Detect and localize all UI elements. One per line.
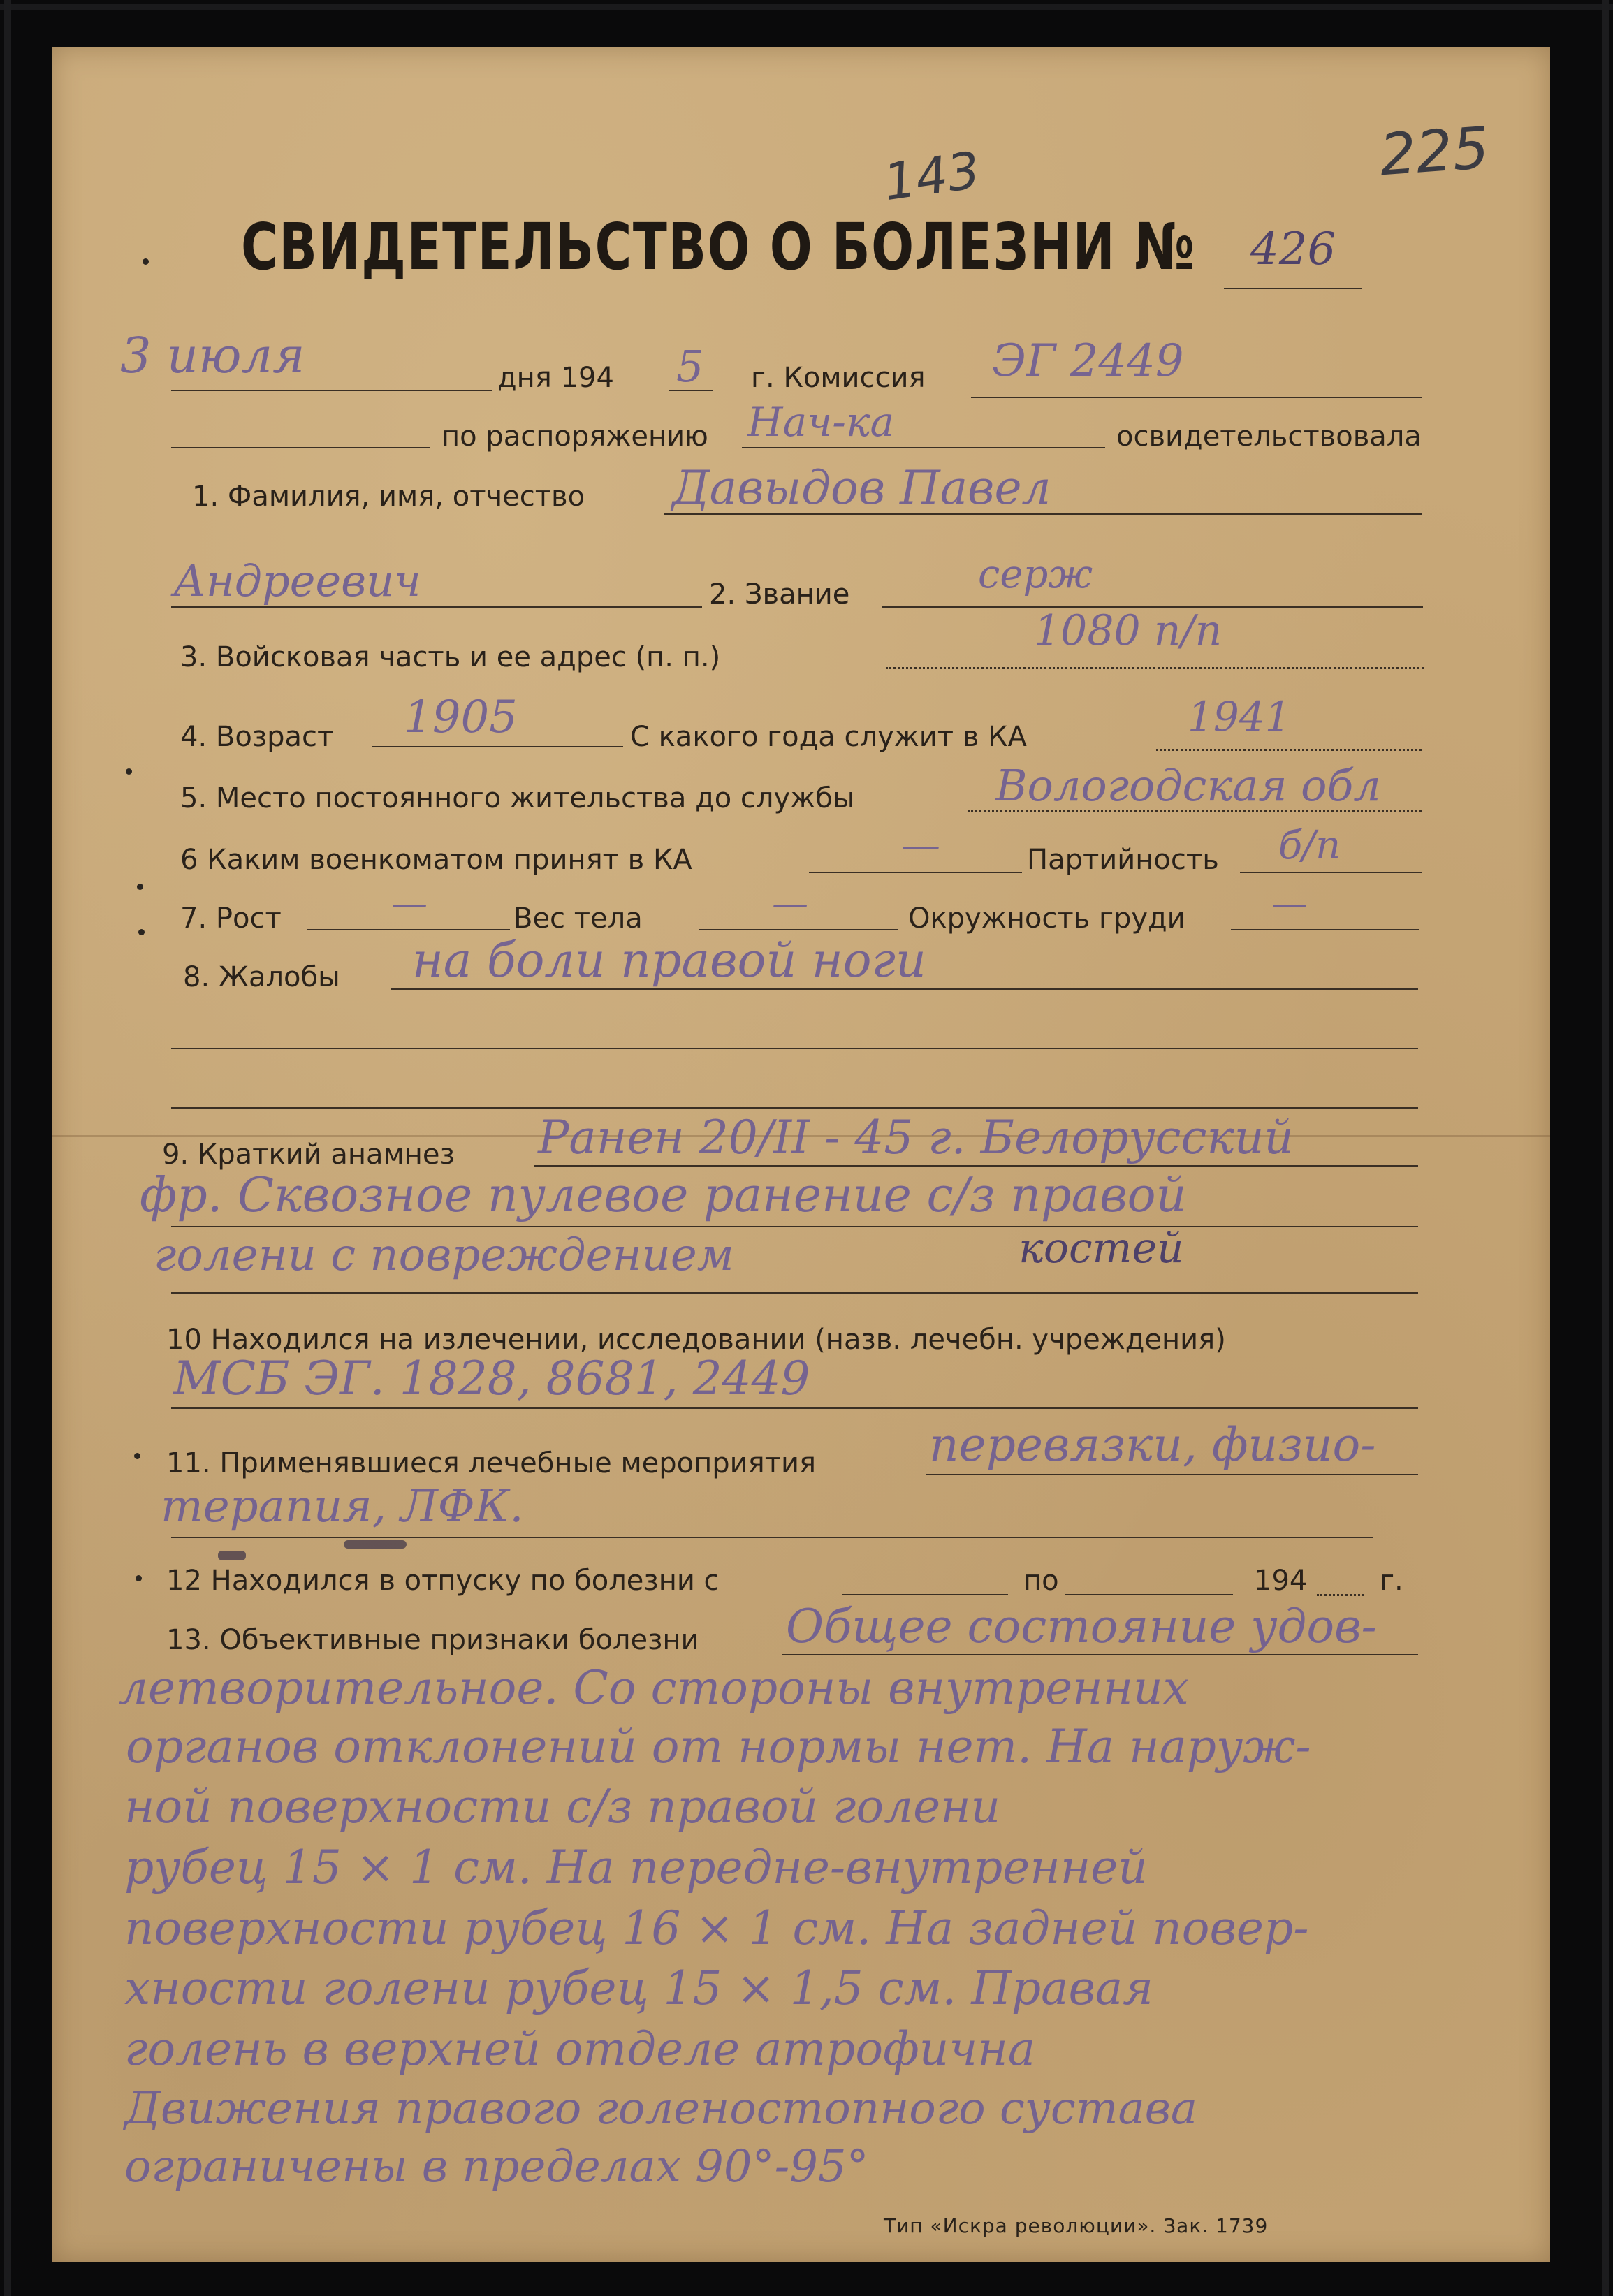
scan-edge-top [0, 4, 1613, 10]
scan-edge-left [4, 0, 11, 2296]
field-10-line [171, 1407, 1418, 1409]
field-8-line-2 [171, 1048, 1418, 1049]
field-3-line [886, 667, 1424, 669]
field-13-signs-8: Движения правого голеностопного сустава [124, 2083, 1197, 2135]
examined-label: освидетельствовала [1116, 421, 1422, 453]
field-12-from-line [842, 1594, 1008, 1595]
field-4-label: 4. Возраст [180, 721, 334, 753]
field-1-label: 1. Фамилия, имя, отчество [192, 481, 585, 513]
field-7-label: 7. Рост [180, 902, 282, 935]
field-13-signs-0: Общее состояние удов- [786, 1600, 1377, 1653]
field-11-treatment-1: перевязки, физио- [929, 1418, 1376, 1472]
field-9-line-3 [171, 1292, 1418, 1294]
field-4-age: 1905 [404, 692, 518, 743]
commission-label: г. Комиссия [751, 362, 926, 394]
year-line [669, 390, 713, 391]
field-10-institutions: МСБ ЭГ. 1828, 8681, 2449 [173, 1352, 810, 1405]
field-12-g-label: г. [1380, 1565, 1403, 1597]
field-4b-line [1156, 749, 1422, 751]
field-3-unit: 1080 п/п [1034, 606, 1222, 655]
field-6b-line [1240, 872, 1422, 873]
field-13-signs-2: органов отклонений от нормы нет. На наруж- [126, 1720, 1311, 1774]
field-13-signs-4: рубец 15 × 1 см. На передне-внутренней [124, 1841, 1148, 1894]
field-8-line [391, 988, 1418, 990]
year-digit: 5 [676, 341, 704, 392]
field-4b-year: 1941 [1188, 693, 1291, 740]
field-2-rank: серж [978, 552, 1093, 597]
field-13-signs-3: ной поверхности с/з правой голени [124, 1780, 1001, 1834]
field-10-label: 10 Находился на излечении, исследовании (назв. лечебн. учреждения) [166, 1324, 1226, 1356]
archive-sheet-number: 225 [1377, 115, 1491, 189]
field-12-label: 12 Находился в отпуску по болезни с [166, 1565, 720, 1597]
field-1-line [664, 513, 1422, 515]
field-9-anamnesis-3: голени с повреждением [154, 1229, 734, 1281]
field-11-treatment-2: терапия, ЛФК. [161, 1481, 524, 1533]
binding-mark [143, 258, 149, 265]
field-5-residence: Вологодская обл [995, 760, 1381, 811]
field-13-signs-9: ограничены в пределах 90°-95° [124, 2141, 869, 2193]
field-13-signs-7: голень в верхней отделе атрофична [124, 2022, 1036, 2076]
binding-mark [126, 768, 132, 775]
field-7-height: — [391, 883, 428, 925]
field-4b-label: С какого года служит в КА [630, 721, 1027, 753]
field-5-label: 5. Место постоянного жительства до службы [180, 782, 855, 814]
field-8-complaints: на боли правой ноги [412, 933, 926, 988]
ink-smudge [218, 1551, 246, 1560]
binding-mark [137, 884, 143, 890]
field-12-to-line [1065, 1594, 1233, 1595]
printer-imprint: Тип «Искра революции». Зак. 1739 [884, 2214, 1269, 2237]
binding-mark [134, 1453, 140, 1459]
document-title: СВИДЕТЕЛЬСТВО О БОЛЕЗНИ № [241, 210, 1196, 284]
field-8-line-3 [171, 1107, 1418, 1109]
order-line [742, 447, 1105, 448]
field-3-label: 3. Войсковая часть и ее адрес (п. п.) [180, 641, 721, 673]
pencil-top-number: 143 [880, 140, 984, 212]
field-13-line-0 [782, 1654, 1418, 1655]
field-9-anamnesis-2: фр. Сквозное пулевое ранение с/з правой [140, 1168, 1187, 1223]
field-6-line-draw [809, 872, 1022, 873]
field-13-signs-1: летворительное. Со стороны внутренних [119, 1661, 1189, 1715]
date-day-month: 3 июля [120, 327, 305, 384]
field-11-line-1 [926, 1474, 1418, 1475]
field-11-label: 11. Применявшиеся лечебные мероприятия [166, 1447, 817, 1479]
commission-value: ЭГ 2449 [992, 335, 1184, 387]
commission-line [971, 397, 1422, 398]
order-label: по распоряжению [441, 421, 708, 453]
field-6-value: — [901, 823, 940, 868]
field-9-anamnesis-3b: костей [1019, 1224, 1184, 1273]
field-6-label: 6 Каким военкоматом принят в КА [180, 844, 692, 876]
title-number-line [1224, 288, 1362, 289]
field-7b-weight: — [772, 883, 808, 925]
field-12-year-line [1317, 1594, 1364, 1596]
field-12-year-label: 194 [1254, 1565, 1308, 1597]
field-9-line-1 [534, 1165, 1418, 1167]
scan-edge-right [1602, 0, 1609, 2296]
field-12-to-label: по [1023, 1565, 1059, 1597]
field-7b-label: Вес тела [513, 902, 643, 935]
field-13-signs-5: поверхности рубец 16 × 1 см. На задней повер- [124, 1901, 1309, 1955]
field-7c-line [1231, 929, 1419, 930]
field-5-line [968, 810, 1422, 812]
certificate-number: 426 [1250, 224, 1336, 275]
order-value: Нач-ка [747, 398, 895, 446]
field-8-label: 8. Жалобы [183, 961, 340, 993]
field-7-line [307, 929, 510, 930]
field-4-line [372, 746, 623, 747]
field-1-patronymic: Андреевич [173, 555, 421, 606]
date-line [171, 390, 492, 391]
field-13-signs-6: хности голени рубец 15 × 1,5 см. Правая [124, 1961, 1153, 2015]
field-13-label: 13. Объективные признаки болезни [166, 1624, 699, 1656]
order-blank-line [171, 447, 430, 448]
field-9-anamnesis-1: Ранен 20/II - 45 г. Белорусский [538, 1111, 1294, 1164]
binding-mark [138, 929, 145, 935]
field-1-name: Давыдов Павел [672, 461, 1051, 515]
binding-mark [136, 1575, 142, 1581]
field-7b-line [699, 929, 898, 930]
field-6b-party: б/п [1278, 823, 1341, 868]
field-9-line-2 [171, 1226, 1418, 1227]
field-7c-label: Окружность груди [908, 902, 1185, 935]
field-11-line-2 [171, 1537, 1373, 1538]
field-2-label: 2. Звание [709, 578, 850, 610]
ink-smudge [344, 1540, 407, 1549]
field-7c-chest: — [1271, 883, 1308, 925]
day-label: дня 194 [497, 362, 614, 394]
field-1-cont-line [171, 606, 702, 608]
field-6b-label: Партийность [1027, 844, 1219, 876]
field-9-label: 9. Краткий анамнез [162, 1139, 455, 1171]
